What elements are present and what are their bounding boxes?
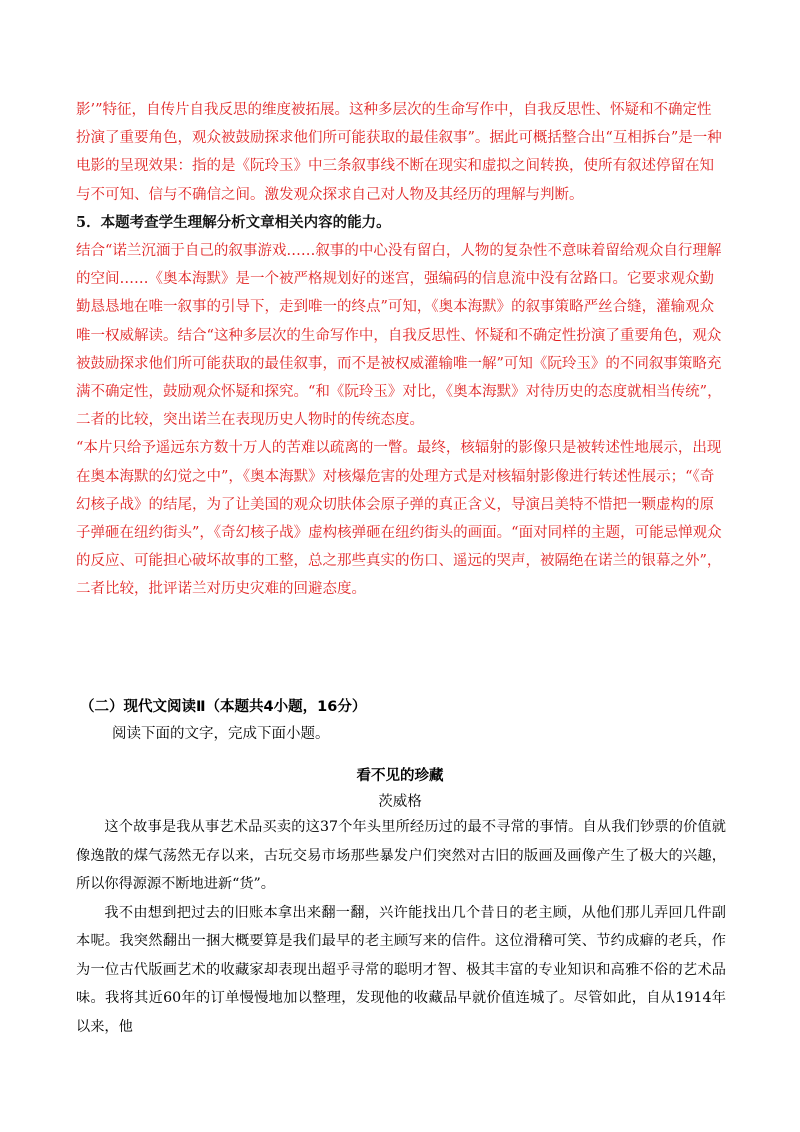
answer-paragraph-3: “本片只给予遥远东方数十万人的苦难以疏离的一瞥。最终，核辐射的影像只是被转述性地展示，出现在奥本海默的幻觉之中”，《奥本海默》对核爆危害的处理方式是对核辐射影像进行转述性展示；“《奇幻核子战》的结尾，为了让美国的观众切肤体会原子弹的真正含义，导演吕美特不惜把一颗虚构的原子弹砸在纽约街头”，《奇幻核子战》虚构核弹砸在纽约街头的画面。“面对同样的主题，可能忌惮观众的反应、可能担心破坏故事的工整，总之那些真实的伤口、遥远的哭声，被隔绝在诺兰的银幕之外”，二者比较，批评诺兰对历史灾难的回避态度。: [76, 440, 722, 598]
section-heading: （二）现代文阅读Ⅱ（本题共4小题，16分）: [80, 699, 367, 715]
story-paragraph-1: 这个故事是我从事艺术品买卖的这37个年头里所经历过的最不寻常的事情。自从我们钞票的价值就像逸散的煤气荡然无存以来，古玩交易市场那些暴发户们突然对古旧的版画及画像产生了极大的兴趣，所以你得源源不断地进新“货”。: [76, 819, 726, 892]
answer-paragraph-2: 结合“诺兰沉湎于自己的叙事游戏……叙事的中心没有留白，人物的复杂性不意味着留给观众自行理解的空间……《奥本海默》是一个被严格规划好的迷宫，强编码的信息流中没有岔路口。它要求观众勤勤恳恳地在唯一叙事的引导下，走到唯一的终点”可知，《奥本海默》的叙事策略严丝合缝，灌输观众唯一权威解读。结合“这种多层次的生命写作中，自我反思性、怀疑和不确定性扮演了重要角色，观众被鼓励探求他们所可能获取的最佳叙事，而不是被权威灌输唯一解”可知《阮玲玉》的不同叙事策略充满不确定性，鼓励观众怀疑和探究。“和《阮玲玉》对比，《奥本海默》对待历史的态度就相当传统”，二者的比较，突出诺兰在表现历史人物时的传统态度。: [76, 243, 722, 429]
answer-paragraph-1: 影’”特征，自传片自我反思的维度被拓展。这种多层次的生命写作中，自我反思性、怀疑和不确定性扮演了重要角色，观众被鼓励探求他们所可能获取的最佳叙事”。据此可概括整合出“互相拆台”是一种电影的呈现效果：指的是《阮玲玉》中三条叙事线不断在现实和虚拟之间转换，使所有叙述停留在知与不可知、信与不确信之间。激发观众探求自己对人物及其经历的理解与判断。: [76, 102, 722, 203]
story-body: [76, 813, 726, 1041]
story-title: 看不见的珍藏: [356, 767, 444, 784]
story-author: 茨威格: [378, 794, 422, 810]
question-5-label: 5．本题考查学生理解分析文章相关内容的能力。: [76, 213, 391, 231]
story-paragraph-2: 我不由想到把过去的旧账本拿出来翻一翻，兴许能找出几个昔日的老主顾，从他们那儿弄回几件副本呢。我突然翻出一捆大概要算是我们最早的老主顾写来的信件。这位滑稽可笑、节约成癖的老兵，作为一位古代版画艺术的收藏家却表现出超乎寻常的聪明才智、极其丰富的专业知识和高雅不俗的艺术品味。我将其近60年的订单慢慢地加以整理，发现他的收藏品早就价值连城了。尽管如此，自从1914年以来，他: [76, 904, 726, 1035]
answer-explanation: [76, 96, 726, 604]
reading-instruction: 阅读下面的文字，完成下面小题。: [112, 726, 330, 742]
